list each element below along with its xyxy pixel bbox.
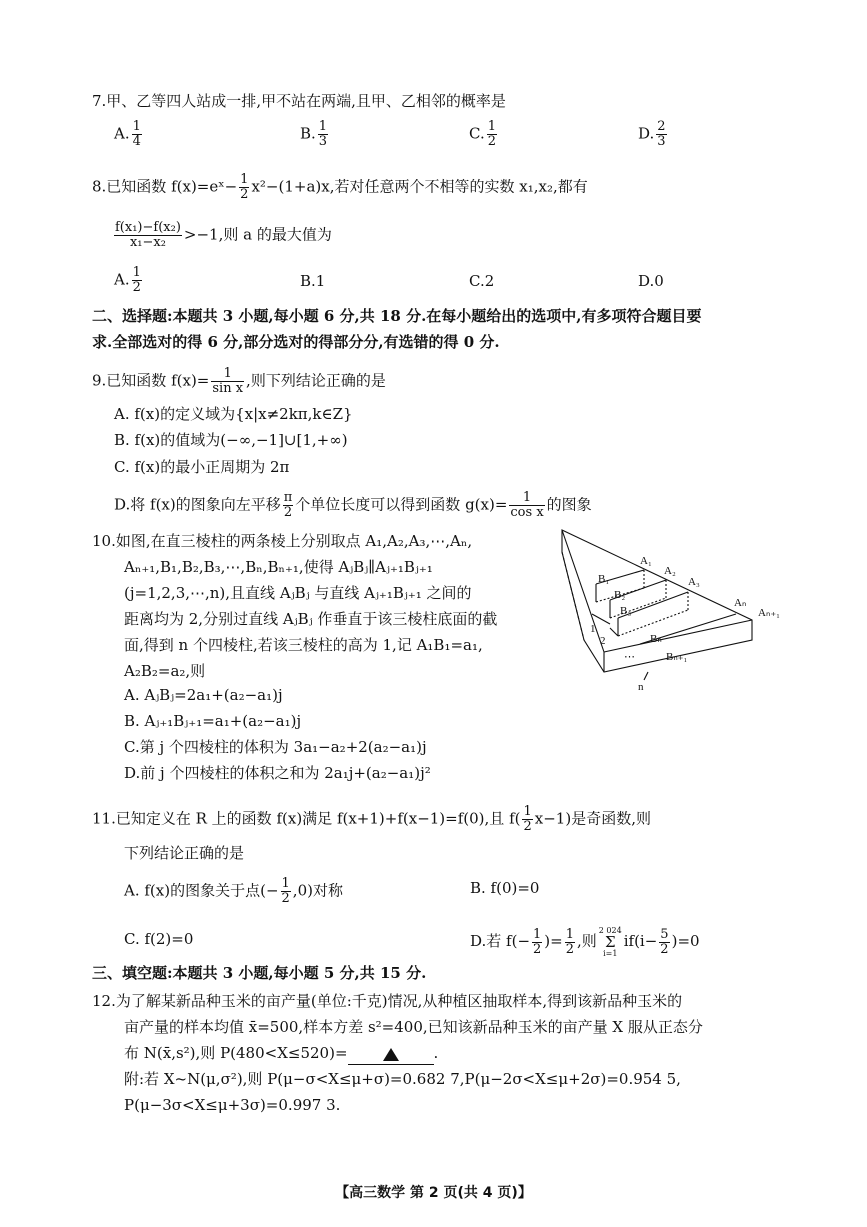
- q9-option-b: B. f(x)的值域为(−∞,−1]∪[1,+∞): [114, 431, 348, 449]
- q10-line-1: 10.如图,在直三棱柱的两条棱上分别取点 A₁,A₂,A₃,⋯,Aₙ,: [92, 532, 473, 550]
- q7-option-c-num: 1: [487, 119, 496, 134]
- q11-option-d-paren1: (−: [511, 932, 531, 950]
- q11-stem-part-c: 是奇函数,则: [571, 809, 651, 828]
- q11-option-d-frac1: [532, 928, 542, 957]
- q7-option-d-label: D.: [638, 124, 655, 143]
- q8-option-c: [469, 270, 494, 292]
- q11-option-d-num2: 1: [565, 926, 575, 942]
- q8-option-d-text: 0: [654, 272, 664, 290]
- q7-option-a-den: 4: [132, 134, 141, 149]
- q11-stem-part-b: x−1: [534, 809, 566, 828]
- q8-condition-tail: >−1,则 a 的最大值为: [183, 225, 332, 244]
- q7-option-b-frac: [318, 120, 328, 149]
- q7-option-d-num: 2: [657, 119, 666, 134]
- q9-stem-den: sin x: [212, 381, 244, 396]
- fig-label-dots: ⋯: [624, 651, 635, 663]
- q9-stem-part-a: 9.已知函数 f(x)=: [92, 371, 210, 390]
- q11-option-a-den: 2: [281, 891, 290, 906]
- q8-condition-den: x₁−x₂: [129, 235, 166, 250]
- q7-option-a-label: A.: [114, 124, 130, 143]
- q8-condition-frac: [114, 221, 182, 250]
- q8-option-d-label: D.: [638, 272, 655, 290]
- q8-condition: [112, 221, 332, 250]
- q9-stem-part-b: ,则下列结论正确的是: [246, 371, 386, 390]
- fig-label-a3: A₃: [688, 576, 700, 588]
- q9-option-d-frac2: [509, 491, 544, 520]
- q7-option-c: [469, 120, 499, 149]
- q11-option-d-part-c: ,则: [577, 932, 597, 950]
- fig-label-a2: A₂: [664, 565, 676, 577]
- q8-stem-frac-den: 2: [240, 187, 249, 202]
- q11-option-a-part-b: ,0: [292, 881, 308, 900]
- q7-option-c-frac: [487, 120, 497, 149]
- q8-option-b-text: 1: [315, 272, 326, 290]
- q8-option-b-label: B.: [300, 272, 316, 290]
- q11-option-d-num1: 1: [533, 926, 542, 942]
- q11-option-a-frac: [281, 877, 291, 906]
- q8-option-a-num: 1: [132, 265, 141, 280]
- q11-option-d-part-a: D.若 f: [470, 932, 512, 950]
- q10-option-c: C.第 j 个四棱柱的体积为 3a₁−a₂+2(a₂−a₁)j: [124, 738, 427, 756]
- fig-label-n: n: [638, 681, 644, 693]
- q9-option-c: C. f(x)的最小正周期为 2π: [114, 458, 290, 476]
- q10-line-3: (j=1,2,3,⋯,n),且直线 AⱼBⱼ 与直线 Aⱼ₊₁Bⱼ₊₁ 之间的: [124, 584, 472, 602]
- section3-heading: 三、填空题:本题共 3 小题,每小题 5 分,共 15 分.: [92, 964, 427, 982]
- q11-option-d-paren1-close: ): [544, 932, 551, 950]
- fig-label-an: Aₙ: [734, 597, 747, 609]
- q12-line-3-text: 布 N(x̄,s²),则 P(480<X≤520)=: [124, 1044, 348, 1062]
- q11-stem-part-a: 11.已知定义在 R 上的函数 f(x)满足 f(x+1)+f(x−1)=f(0),且 f: [92, 809, 515, 828]
- q8-option-a: [114, 266, 144, 295]
- q7-option-d-den: 3: [657, 134, 666, 149]
- q11-option-a-paren: (−: [260, 881, 279, 900]
- q12-line-4: 附:若 X~N(μ,σ²),则 P(μ−σ<X≤μ+σ)=0.682 7,P(μ−2σ<X≤μ+2σ)=0.954 5,: [124, 1070, 681, 1088]
- q12-line-2: 亩产量的样本均值 x̄=500,样本方差 s²=400,已知该新品种玉米的亩产量 X 服从正态分: [124, 1018, 703, 1036]
- prism-label-pointer-n: [644, 672, 648, 680]
- q9-option-d-frac1: [283, 491, 294, 520]
- q8-option-c-text: 2: [484, 272, 495, 290]
- q9-option-d-part-c: 的图象: [546, 495, 592, 514]
- q10-line-5: 面,得到 n 个四棱柱,若该三棱柱的高为 1,记 A₁B₁=a₁,: [124, 636, 483, 654]
- q7-option-b-label: B.: [300, 124, 316, 143]
- q11-option-d-num3: 5: [660, 926, 669, 942]
- q11-option-d-paren2-close: ): [671, 932, 678, 950]
- q7-option-b: [300, 120, 330, 149]
- q8-stem-frac-num: 1: [240, 172, 249, 187]
- q9-stem: [92, 367, 386, 396]
- q9-option-a: A. f(x)的定义域为{x|x≠2kπ,k∈Z}: [114, 405, 353, 423]
- q11-option-d: [470, 926, 700, 958]
- q10-line-4: 距离均为 2,分别过直线 AⱼBⱼ 作垂直于该三棱柱底面的截: [124, 610, 498, 628]
- q9-option-d-num2: 1: [509, 491, 544, 506]
- q7-option-c-label: C.: [469, 124, 485, 143]
- fig-label-b1: B₁: [598, 573, 610, 585]
- q11-option-a: [124, 877, 343, 906]
- q12-line-3: [124, 1042, 438, 1065]
- page-footer: 【高三数学 第 2 页(共 4 页)】: [335, 1185, 532, 1201]
- fig-label-two: 2: [600, 635, 606, 647]
- q11-option-a-num: 1: [281, 876, 290, 891]
- q11-stem-den: 2: [523, 819, 532, 834]
- q11-option-c: C. f(2)=0: [124, 930, 194, 948]
- section2-line1: 二、选择题:本题共 3 小题,每小题 6 分,共 18 分.在每小题给出的选项中,有多项符合题目要: [92, 307, 702, 325]
- fig-label-one: 1: [590, 623, 596, 635]
- q9-option-d-den1: 2: [283, 505, 293, 520]
- q11-option-d-den3: 2: [660, 941, 669, 957]
- q11-option-a-paren-close: ): [307, 881, 313, 900]
- prism-label-pointer-2: [610, 628, 618, 636]
- answer-triangle-icon: [383, 1048, 399, 1061]
- q7-option-b-den: 3: [318, 134, 328, 149]
- fig-label-a1: A₁: [640, 555, 652, 567]
- q11-option-d-sum-bot: i=1: [603, 949, 618, 958]
- q10-line-2: Aₙ₊₁,B₁,B₂,B₃,⋯,Bₙ,Bₙ₊₁,使得 AⱼBⱼ∥Aⱼ₊₁Bⱼ₊₁: [124, 558, 433, 576]
- q9-option-d-part-a: D.将 f(x)的图象向左平移: [114, 495, 281, 514]
- prism-base-2: [610, 598, 666, 618]
- prism-edge-left: [562, 530, 604, 652]
- q11-option-d-part-f: =0: [677, 932, 700, 950]
- q9-stem-frac: [211, 367, 244, 396]
- q11-option-d-frac3: [659, 928, 669, 957]
- q10-option-d: D.前 j 个四棱柱的体积之和为 2a₁j+(a₂−a₁)j²: [124, 764, 431, 782]
- q11-option-d-sum-top: 2 024: [598, 926, 622, 935]
- fig-label-bn1: Bₙ₊₁: [666, 651, 688, 663]
- q8-option-a-frac: [132, 266, 142, 295]
- q11-option-d-sigma: Σ: [604, 933, 616, 951]
- q7-stem: 7.甲、乙等四人站成一排,甲不站在两端,且甲、乙相邻的概率是: [92, 92, 506, 110]
- q7-option-d-frac: [656, 120, 666, 149]
- q11-option-d-part-b: =: [550, 932, 563, 950]
- q7-option-a-num: 1: [132, 119, 141, 134]
- fig-label-b2: B₂: [614, 589, 626, 601]
- q9-option-d-part-b: 个单位长度可以得到函数 g(x)=: [295, 495, 508, 514]
- q11-option-d-part-e: i−: [639, 932, 658, 950]
- q8-stem-part-a: 8.已知函数 f(x)=eˣ−: [92, 177, 238, 196]
- q11-option-a-part-c: 对称: [312, 881, 343, 900]
- q11-paren-open: (: [514, 809, 521, 828]
- q10-option-b: B. Aⱼ₊₁Bⱼ₊₁=a₁+(a₂−a₁)j: [124, 712, 302, 730]
- q12-answer-blank[interactable]: [348, 1042, 434, 1065]
- q8-condition-num: f(x₁)−f(x₂): [115, 220, 181, 235]
- q11-stem-frac: [522, 805, 532, 834]
- q12-line-3-end: .: [433, 1044, 439, 1062]
- prism-edge-top-front: [604, 620, 752, 652]
- q8-stem-part-b: x²−(1+a)x,若对任意两个不相等的实数 x₁,x₂,都有: [251, 177, 588, 196]
- q7-option-d: [638, 120, 669, 149]
- q8-option-d: [638, 270, 664, 292]
- q7-option-c-den: 2: [487, 134, 496, 149]
- q12-line-1: 12.为了解某新品种玉米的亩产量(单位:千克)情况,从种植区抽取样本,得到该新品种玉米的: [92, 992, 683, 1010]
- q11-option-d-paren2: (: [634, 932, 640, 950]
- q11-option-b: B. f(0)=0: [470, 879, 540, 897]
- q8-option-a-den: 2: [132, 280, 141, 295]
- q11-stem-line2: 下列结论正确的是: [124, 844, 245, 862]
- q11-stem: [92, 805, 651, 834]
- q11-option-d-den2: 2: [565, 941, 575, 957]
- q9-option-d-num1: π: [283, 490, 293, 505]
- fig-label-bn: Bₙ: [650, 633, 662, 645]
- q11-stem-num: 1: [523, 804, 532, 819]
- q9-option-d-den2: cos x: [510, 505, 544, 520]
- q11-option-d-den1: 2: [533, 941, 542, 957]
- q8-option-b: [300, 270, 325, 292]
- q8-option-a-label: A.: [114, 270, 130, 289]
- q8-stem-frac: [239, 173, 249, 202]
- q7-option-a: [114, 120, 144, 149]
- q8-stem: [92, 173, 588, 202]
- section2-line2: 求.全部选对的得 6 分,部分选对的得部分分,有选错的得 0 分.: [92, 333, 500, 351]
- q7-option-a-frac: [132, 120, 142, 149]
- fig-label-an1: Aₙ₊₁: [758, 607, 780, 619]
- prism-figure: [560, 522, 800, 702]
- q11-option-d-frac2: [565, 928, 575, 957]
- q9-stem-num: 1: [211, 367, 244, 382]
- q8-option-c-label: C.: [469, 272, 485, 290]
- q11-option-d-part-d: if: [623, 932, 635, 950]
- fig-label-b3: B₃: [620, 605, 632, 617]
- q9-option-d: [114, 491, 592, 520]
- q12-line-5: P(μ−3σ<X≤μ+3σ)=0.997 3.: [124, 1096, 341, 1114]
- q11-option-a-part-a: A. f(x)的图象关于点: [124, 881, 261, 900]
- q11-option-d-sum: [599, 926, 622, 958]
- q10-line-6: A₂B₂=a₂,则: [124, 662, 206, 680]
- q7-option-b-num: 1: [318, 119, 328, 134]
- q10-option-a: A. AⱼBⱼ=2a₁+(a₂−a₁)j: [124, 686, 283, 704]
- q11-paren-close: ): [565, 809, 572, 828]
